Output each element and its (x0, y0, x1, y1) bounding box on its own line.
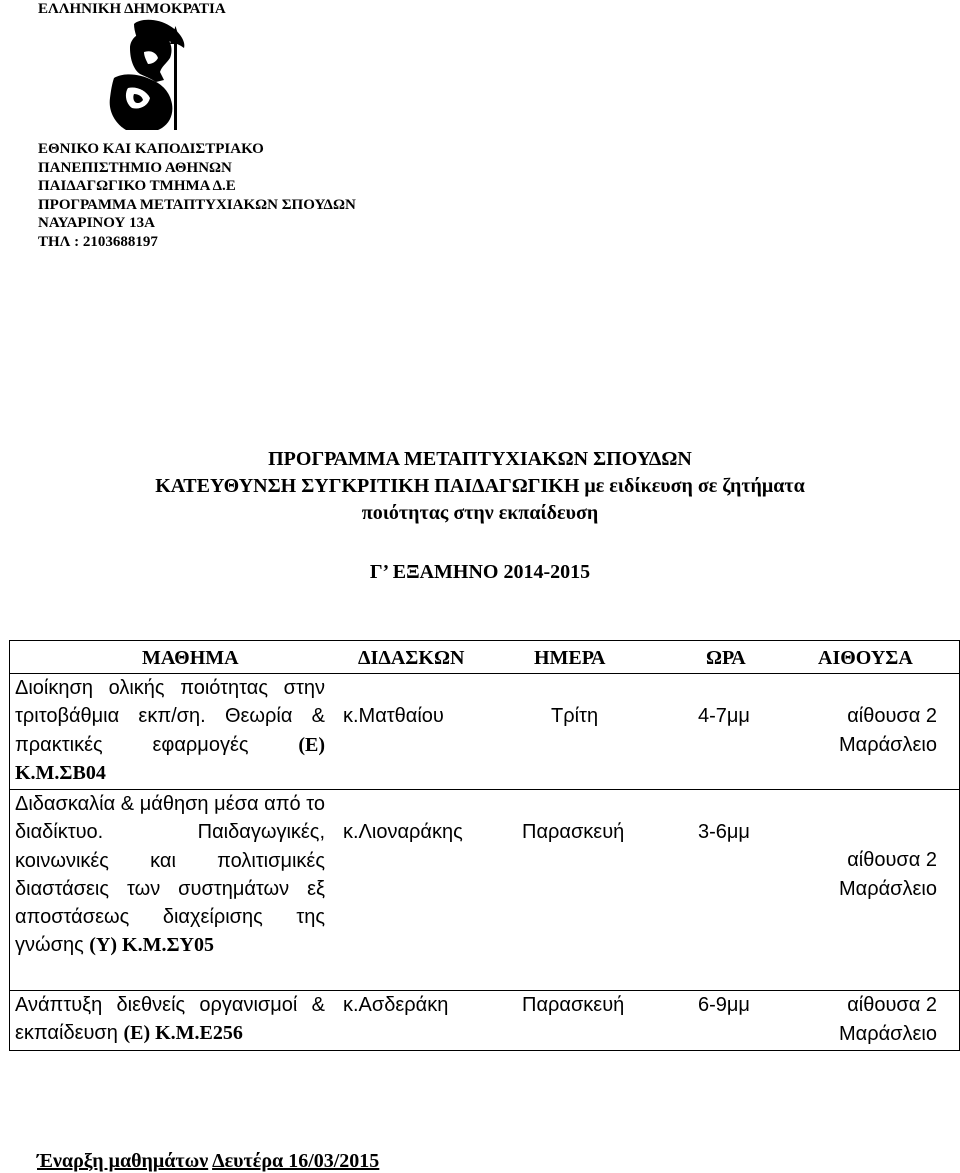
title-line: ποιότητας στην εκπαίδευση (361, 502, 599, 524)
time-cell: 3-6μμ (698, 821, 750, 843)
course-cell: Διοίκηση ολικής ποιότητας στην τριτοβάθμια εκπ/ση. Θεωρία & πρακτικές εφαρμογές (Ε) Κ.Μ.ΣΒ04 (15, 677, 325, 784)
room-cell: αίθουσα 2 Μαράσλειο (839, 849, 937, 900)
teacher-cell: κ.Ασδεράκη (343, 994, 449, 1016)
room-cell: αίθουσα 2 Μαράσλειο (839, 705, 937, 756)
header-course: ΜΑΘΗΜΑ (142, 647, 239, 669)
university-emblem-icon (100, 18, 192, 132)
header-day: ΗΜΕΡΑ (534, 647, 606, 669)
institution-address (38, 140, 356, 252)
time-cell: 4-7μμ (698, 705, 750, 727)
day-cell: Παρασκευή (522, 821, 625, 843)
address-line: ΠΡΟΓΡΑΜΜΑ ΜΕΤΑΠΤΥΧΙΑΚΩΝ ΣΠΟΥΔΩΝ (38, 196, 356, 213)
address-line: ΠΑΙΔΑΓΩΓΙΚΟ ΤΜΗΜΑ Δ.Ε (38, 178, 236, 195)
start-date: Δευτέρα 16/03/2015 (212, 1150, 380, 1172)
table-row (10, 990, 959, 1050)
room-cell: αίθουσα 2 Μαράσλειο (839, 994, 937, 1045)
table-row (10, 673, 959, 789)
table-header (10, 641, 959, 673)
schedule-table (9, 640, 960, 1051)
header-time: ΩΡΑ (706, 647, 746, 669)
day-cell: Τρίτη (551, 705, 599, 727)
course-cell: Διδασκαλία & μάθηση μέσα από το διαδίκτυο. Παιδαγωγικές, κοινωνικές και πολιτισμικές διαστάσεις των συστημάτων εξ αποστάσεως διαχείρισης της γνώσης (Υ) Κ.Μ.ΣΥ05 (15, 793, 325, 957)
header-teacher: ΔΙΔΑΣΚΩΝ (358, 647, 465, 669)
republic-heading: ΕΛΛΗΝΙΚΗ ΔΗΜΟΚΡΑΤΙΑ (38, 1, 226, 17)
course-start-note (37, 1149, 379, 1173)
title-line: ΚΑΤΕΥΘΥΝΣΗ ΣΥΓΚΡΙΤΙΚΗ ΠΑΙΔΑΓΩΓΙΚΗ με ειδίκευση σε ζητήματα (155, 475, 805, 497)
table-row (10, 789, 959, 990)
title-line: ΠΡΟΓΡΑΜΜΑ ΜΕΤΑΠΤΥΧΙΑΚΩΝ ΣΠΟΥΔΩΝ (268, 448, 692, 470)
start-label: Έναρξη μαθημάτων (37, 1150, 209, 1172)
address-line: ΝΑΥΑΡΙΝΟΥ 13Α (38, 215, 155, 232)
teacher-cell: κ.Ματθαίου (343, 705, 444, 727)
teacher-cell: κ.Λιοναράκης (343, 821, 463, 843)
time-cell: 6-9μμ (698, 994, 750, 1016)
phone-line: ΤΗΛ : 2103688197 (38, 233, 158, 250)
header-room: ΑΙΘΟΥΣΑ (818, 647, 913, 669)
address-line: ΕΘΝΙΚΟ ΚΑΙ ΚΑΠΟΔΙΣΤΡΙΑΚΟ (38, 141, 264, 157)
course-cell: Ανάπτυξη διεθνείς οργανισμοί & εκπαίδευση (Ε) Κ.Μ.Ε256 (15, 994, 325, 1045)
program-title (0, 446, 960, 527)
address-line: ΠΑΝΕΠΙΣΤΗΜΙΟ ΑΘΗΝΩΝ (38, 159, 232, 176)
day-cell: Παρασκευή (522, 994, 625, 1016)
semester-heading: Γ’ ΕΞΑΜΗΝΟ 2014-2015 (369, 561, 591, 583)
